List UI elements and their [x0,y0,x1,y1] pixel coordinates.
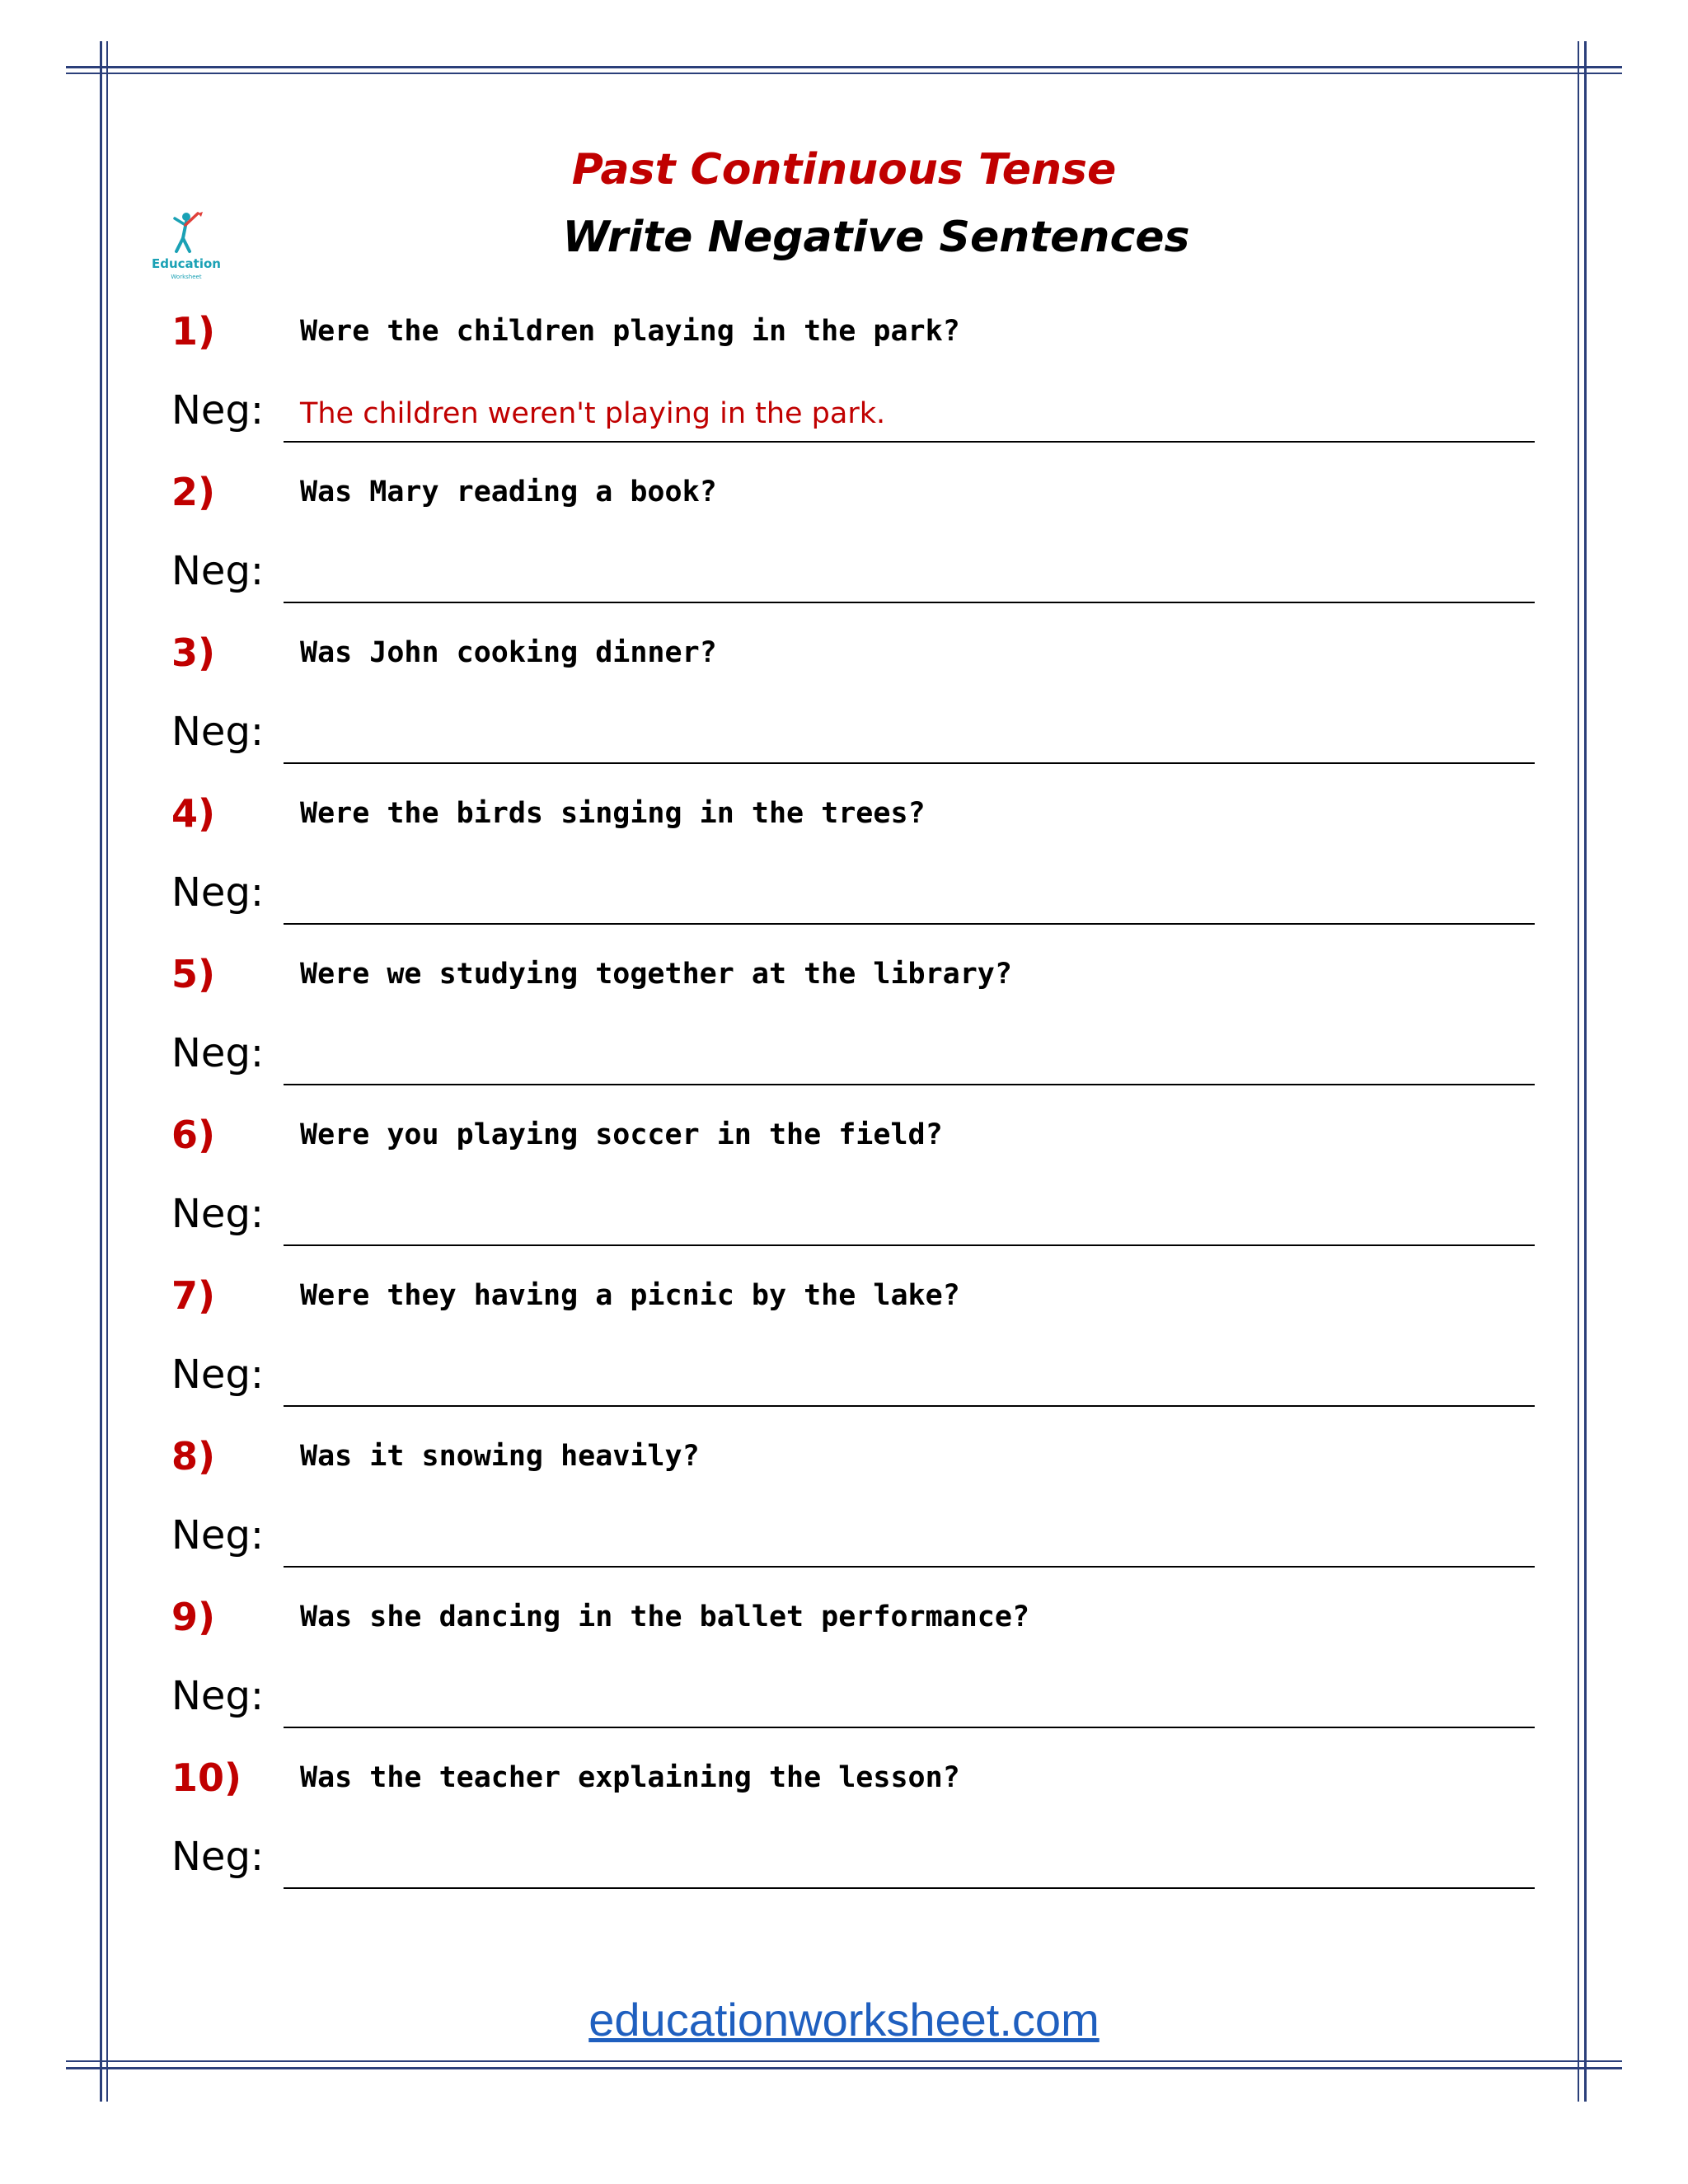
logo-subtitle: Worksheet [171,274,202,280]
answer-line [284,1566,1535,1568]
exercise-item-10 [0,1753,1688,1914]
negative-label: Neg: [171,1834,265,1880]
answer-line [284,602,1535,603]
exercise-number: 8) [171,1434,216,1479]
exercise-question: Was it snowing heavily? [300,1440,700,1473]
exercise-number: 9) [171,1595,216,1639]
answer-line [284,923,1535,925]
exercise-item-4 [0,789,1688,949]
negative-label: Neg: [171,1030,265,1076]
answer-line [284,762,1535,764]
logo-name: Education [152,256,221,271]
exercise-number: 5) [171,952,216,996]
negative-label: Neg: [171,1673,265,1719]
exercise-item-1 [0,307,1688,467]
exercise-question: Were the children playing in the park? [300,315,960,348]
exercise-question: Were we studying together at the library? [300,958,1012,991]
exercise-question: Was she dancing in the ballet performance? [300,1601,1030,1633]
exercise-number: 6) [171,1113,216,1157]
exercise-item-8 [0,1432,1688,1592]
negative-label: Neg: [171,869,265,916]
exercise-item-5 [0,949,1688,1110]
worksheet-subtitle: Write Negative Sentences [562,213,1190,262]
footer-website-link[interactable]: educationworksheet.com [588,1994,1100,2046]
exercise-number: 2) [171,470,216,514]
exercise-question: Was John cooking dinner? [300,636,717,669]
exercise-item-9 [0,1592,1688,1753]
exercise-number: 3) [171,630,216,675]
exercise-question: Were they having a picnic by the lake? [300,1279,960,1312]
exercise-question: Was Mary reading a book? [300,476,717,509]
negative-label: Neg: [171,1512,265,1558]
exercise-item-2 [0,467,1688,628]
exercise-question: Were the birds singing in the trees? [300,797,926,830]
border-bottom-inner [66,2060,1622,2062]
negative-label: Neg: [171,709,265,755]
exercise-question: Was the teacher explaining the lesson? [300,1761,960,1794]
answer-line [284,1084,1535,1085]
exercise-number: 4) [171,791,216,836]
negative-label: Neg: [171,387,265,434]
answer-line [284,1887,1535,1889]
border-top-inner [66,73,1622,74]
exercise-number: 7) [171,1273,216,1318]
border-top-outer [66,66,1622,68]
exercise-number: 1) [171,309,216,354]
negative-label: Neg: [171,1352,265,1398]
exercise-number: 10) [171,1755,242,1800]
exercise-item-6 [0,1110,1688,1271]
answer-line [284,1727,1535,1728]
negative-label: Neg: [171,1191,265,1237]
answer-line [284,441,1535,443]
exercise-question: Were you playing soccer in the field? [300,1118,943,1151]
answer-field[interactable]: The children weren't playing in the park. [300,397,886,430]
border-bottom-outer [66,2067,1622,2069]
worksheet-title: Past Continuous Tense [571,145,1117,194]
answer-line [284,1405,1535,1407]
exercise-item-7 [0,1271,1688,1432]
negative-label: Neg: [171,548,265,594]
answer-line [284,1244,1535,1246]
exercise-item-3 [0,628,1688,789]
